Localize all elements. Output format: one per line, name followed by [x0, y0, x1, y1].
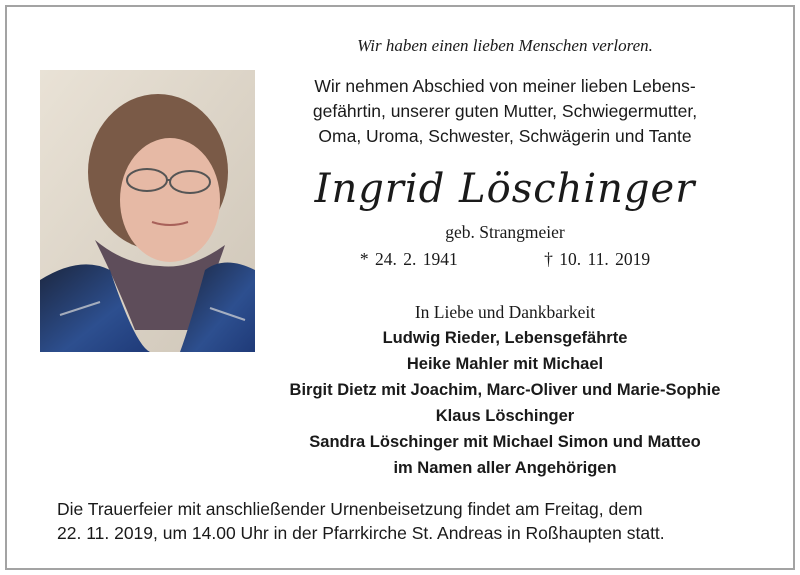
farewell-line: gefährtin, unserer guten Mutter, Schwiegermutter,: [312, 101, 698, 121]
mourner-line: Sandra Löschinger mit Michael Simon und Matteo: [309, 433, 701, 451]
mourner-line: im Namen aller Angehörigen: [393, 459, 617, 477]
life-dates: [250, 249, 760, 270]
farewell-line: Oma, Uroma, Schwester, Schwägerin und Tante: [318, 126, 692, 146]
mourner-line: Birgit Dietz mit Joachim, Marc-Oliver und Marie-Sophie: [289, 381, 721, 399]
mourner-line: Klaus Löschinger: [435, 407, 575, 425]
ceremony-notice: [57, 497, 757, 545]
mourners-opening: In Liebe und Dankbarkeit: [414, 302, 596, 322]
birth-date: * 24. 2. 1941: [359, 249, 458, 269]
farewell-text: [250, 74, 760, 149]
mourners-list: [250, 299, 760, 481]
mourner-line: Ludwig Rieder, Lebensgefährte: [382, 329, 628, 347]
maiden-name: geb. Strangmeier: [445, 222, 565, 242]
deceased-name: Ingrid Löschinger: [314, 166, 696, 212]
intro-line: Wir haben einen lieben Menschen verloren.: [357, 36, 653, 55]
ceremony-line: Die Trauerfeier mit anschließender Urnenbeisetzung findet am Freitag, dem: [57, 499, 643, 519]
death-date: † 10. 11. 2019: [544, 249, 651, 269]
portrait-photo: [40, 70, 255, 352]
farewell-line: Wir nehmen Abschied von meiner lieben Lebens-: [314, 76, 696, 96]
mourner-line: Heike Mahler mit Michael: [406, 355, 604, 373]
ceremony-line: 22. 11. 2019, um 14.00 Uhr in der Pfarrkirche St. Andreas in Roßhaupten statt.: [57, 523, 665, 543]
